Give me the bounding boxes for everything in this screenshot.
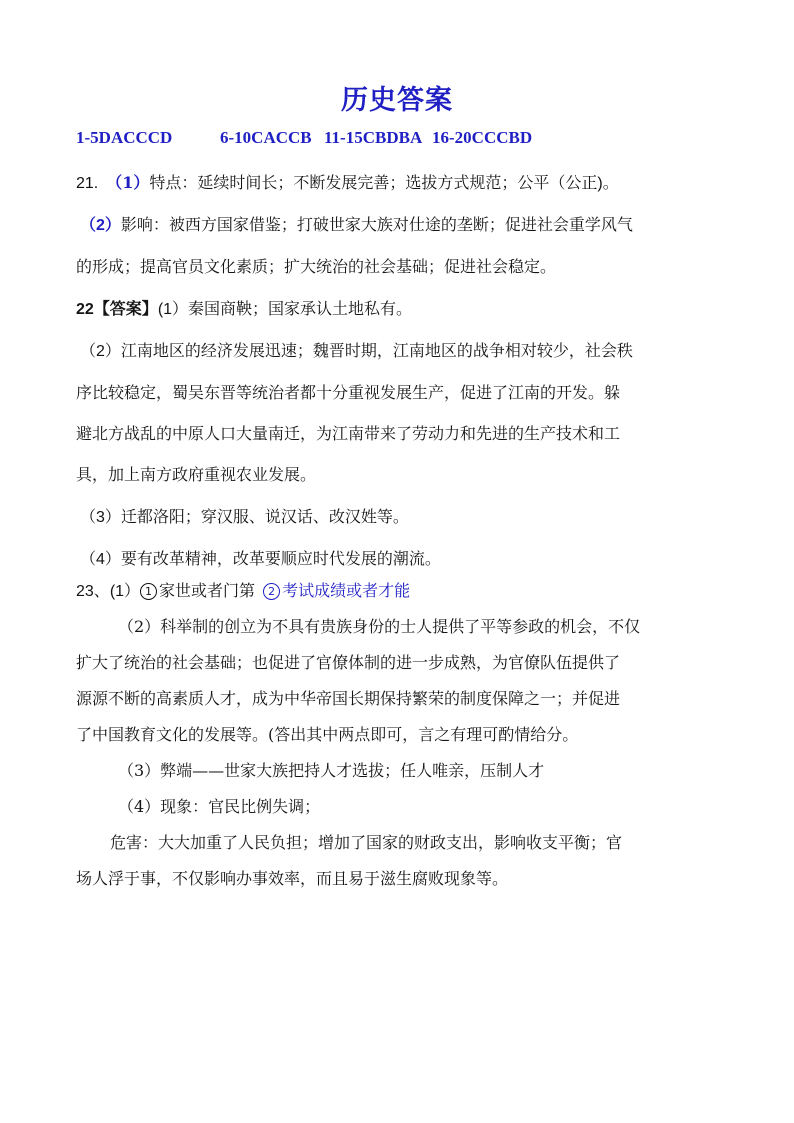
answer-range-6-10: 6-10CACCB — [220, 128, 312, 147]
q21-part1-text: 特点：延续时间长；不断发展完善；选拔方式规范；公平（公正)。 — [149, 175, 619, 192]
q22-part1-text: (1）秦国商鞅；国家承认土地私有。 — [157, 301, 413, 318]
q21-part2-text: 影响：被西方国家借鉴；打破世家大族对仕途的垄断；促进社会重学风气 — [120, 217, 633, 234]
q22-part2-line3: 避北方战乱的中原人口大量南迁，为江南带来了劳动力和先进的生产技术和工 — [76, 426, 621, 443]
answer-range-1-5: 1-5DACCCD — [76, 128, 173, 147]
q22-part1 — [76, 296, 412, 319]
q21-part1-label: （1） — [106, 173, 150, 192]
circled-number-icon: 2 — [263, 583, 280, 600]
q23-part4: （4）现象：官民比例失调； — [118, 797, 321, 816]
q23-answer-1: 家世或者门第 — [159, 581, 256, 600]
page-title: 历史答案 — [341, 85, 453, 116]
q22-part2-line1: （2）江南地区的经济发展迅速；魏晋时期，江南地区的战争相对较少，社会秩 — [80, 343, 633, 360]
q22-part2-line4: 具，加上南方政府重视农业发展。 — [76, 467, 317, 484]
q22-part3: （3）迁都洛阳；穿汉服、说汉话、改汉姓等。 — [80, 509, 409, 526]
q23-part5-line2: 场人浮于事，不仅影响办事效率，而且易于滋生腐败现象等。 — [76, 869, 509, 888]
choice-answer-key — [76, 128, 532, 148]
q22-number: 22 — [76, 301, 94, 318]
q23-number: 23、 — [76, 583, 110, 600]
q23-part5-line1: 危害：大大加重了人民负担；增加了国家的财政支出，影响收支平衡；官 — [110, 833, 623, 852]
q21-part2-line1 — [80, 212, 633, 235]
q23-answer-2: 考试成绩或者才能 — [282, 581, 411, 600]
answer-range-16-20: 16-20CCCBD — [432, 128, 533, 147]
q23-part2-line3: 源源不断的高素质人才，成为中华帝国长期保持繁荣的制度保障之一；并促进 — [76, 689, 621, 708]
q21-part1 — [76, 170, 619, 193]
q23-part3: （3）弊端——世家大族把持人才选拔；任人唯亲，压制人才 — [118, 761, 545, 780]
q21-part2-line2: 的形成；提高官员文化素质；扩大统治的社会基础；促进社会稳定。 — [76, 259, 557, 276]
q23-part2-line4: 了中国教育文化的发展等。(答出其中两点即可，言之有理可酌情给分。 — [76, 725, 579, 744]
q22-part4: （4）要有改革精神，改革要顺应时代发展的潮流。 — [80, 551, 441, 568]
q23-part2-line2: 扩大了统治的社会基础；也促进了官僚体制的进一步成熟，为官僚队伍提供了 — [76, 653, 621, 672]
q21-number: 21. — [76, 175, 99, 192]
q22-answer-tag: 【答案】 — [93, 301, 158, 318]
answer-range-11-15: 11-15CBDBA — [324, 128, 423, 147]
q23-part1 — [76, 578, 410, 601]
circled-number-icon: 1 — [140, 583, 157, 600]
q22-part2-line2: 序比较稳定，蜀吴东晋等统治者都十分重视发展生产，促进了江南的开发。躲 — [76, 385, 621, 402]
q23-part2-line1: （2）科举制的创立为不具有贵族身份的士人提供了平等参政的机会，不仅 — [118, 617, 641, 636]
q21-part2-label: （2） — [80, 217, 121, 234]
q23-part1-label: (1） — [109, 583, 141, 600]
